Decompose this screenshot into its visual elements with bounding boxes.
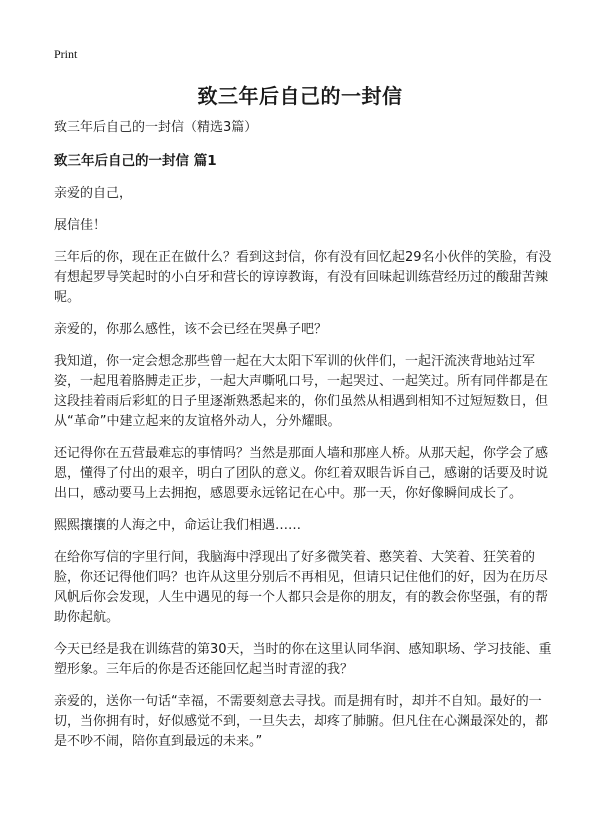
document-body (54, 118, 554, 764)
paragraph: 在给你写信的字里行间，我脑海中浮现出了好多微笑着、憨笑着、大笑着、狂笑着的脸，你还记得他们吗？也许从这里分别后不再相见，但请只记住他们的好，因为在历尽风帆后你会发现，人生中遇见的每一个人都只会是你的朋友，有的教会你坚强，有的帮助你起航。 (54, 550, 549, 625)
paragraph: 今天已经是我在训练营的第30天，当时的你在这里认同华润、感知职场、学习技能、重塑形象。三年后的你是否还能回忆起当时青涩的我？ (54, 642, 552, 677)
document-subtitle: 致三年后自己的一封信（精选3篇） (54, 120, 258, 135)
paragraph: 三年后的你，现在正在做什么？看到这封信，你有没有回忆起29名小伙伴的笑脸，有没有想起罗导笑起时的小白牙和营长的谆谆教诲，有没有回味起训练营经历过的酸甜苦辣呢。 (54, 250, 552, 305)
paragraph: 亲爱的，你那么感性，该不会已经在哭鼻子吧？ (54, 322, 328, 337)
paragraph: 我知道，你一定会想念那些曾一起在大太阳下军训的伙伴们，一起汗流浃背地站过军姿，一起甩着胳膊走正步，一起大声嘶吼口号，一起哭过、一起笑过。所有同伴都是在这段挂着雨后彩虹的日子里逐渐熟悉起来的，你们虽然从相遇到相知不过短短数日，但从“革命”中建立起来的友谊格外动人，分外耀眼。 (54, 354, 549, 429)
paragraph-greeting: 展信佳！ (54, 218, 107, 233)
paragraph-salutation: 亲爱的自己， (54, 186, 133, 201)
section-heading: 致三年后自己的一封信 篇1 (54, 153, 217, 169)
paragraph: 还记得你在五营最难忘的事情吗？当然是那面人墙和那座人桥。从那天起，你学会了感恩，懂得了付出的艰辛，明白了团队的意义。你红着双眼告诉自己，感谢的话要及时说出口，感动要马上去拥抱，感恩要永远铭记在心中。那一天，你好像瞬间成长了。 (54, 446, 549, 501)
paragraph: 熙熙攘攘的人海之中，命运让我们相遇…… (54, 518, 302, 533)
print-link[interactable]: Print (54, 47, 78, 61)
paragraph: 亲爱的，送你一句话“幸福，不需要刻意去寻找。而是拥有时，却并不自知。最好的一切，当你拥有时，好似感觉不到，一旦失去，却疼了肺腑。但凡住在心渊最深处的，都是不吵不闹，陪你直到最远的未来。” (54, 694, 549, 749)
page-title: 致三年后自己的一封信 (197, 84, 403, 108)
